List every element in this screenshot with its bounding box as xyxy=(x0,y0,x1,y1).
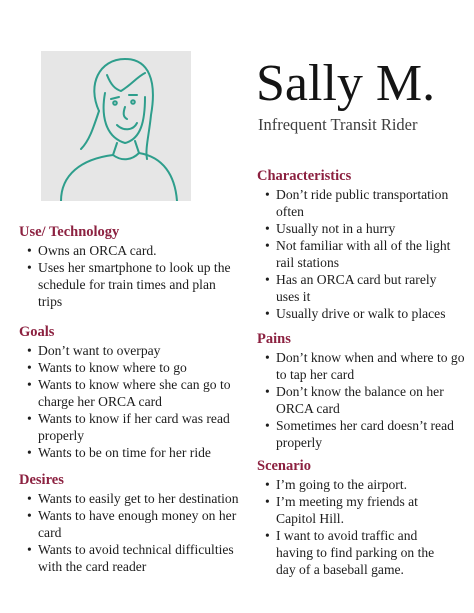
desires-section xyxy=(19,471,244,575)
section-heading: Use/ Technology xyxy=(19,224,120,240)
list-item: • Don’t know when and where to go to tap her card xyxy=(257,349,467,383)
list-item: • Don’t want to overpay xyxy=(19,342,231,359)
bullet-list xyxy=(19,490,244,575)
list-item: • I want to avoid traffic and having to find parking on the day of a baseball game. xyxy=(257,527,457,578)
section-heading: Characteristics xyxy=(257,168,352,184)
bullet-list xyxy=(257,349,467,451)
section-heading: Scenario xyxy=(257,458,311,474)
list-item: • Uses her smartphone to look up the schedule for train times and plan trips xyxy=(19,259,231,310)
bullet-list xyxy=(19,242,231,310)
list-item: • Wants to avoid technical difficulties with the card reader xyxy=(19,541,244,575)
scenario-section xyxy=(257,457,457,578)
section-heading: Goals xyxy=(19,324,55,340)
persona-name: Sally M. xyxy=(256,55,436,112)
list-item: • Not familiar with all of the light rail stations xyxy=(257,237,457,271)
characteristics-section xyxy=(257,167,457,322)
use-technology-section xyxy=(19,223,231,310)
list-item: • Wants to be on time for her ride xyxy=(19,444,231,461)
list-item: • Has an ORCA card but rarely uses it xyxy=(257,271,457,305)
list-item: • Wants to easily get to her destination xyxy=(19,490,244,507)
list-item: • Don’t know the balance on her ORCA card xyxy=(257,383,467,417)
list-item: • Wants to know where to go xyxy=(19,359,231,376)
section-heading: Pains xyxy=(257,331,291,347)
section-heading: Desires xyxy=(19,472,64,488)
persona-subtitle: Infrequent Transit Rider xyxy=(258,115,418,134)
list-item: • I’m going to the airport. xyxy=(257,476,457,493)
list-item: • Wants to have enough money on her card xyxy=(19,507,244,541)
goals-section xyxy=(19,323,231,461)
list-item: • Wants to know where she can go to charge her ORCA card xyxy=(19,376,231,410)
list-item: • I’m meeting my friends at Capitol Hill. xyxy=(257,493,457,527)
list-item: • Don’t ride public transportation often xyxy=(257,186,457,220)
bullet-list xyxy=(257,476,457,578)
bullet-list xyxy=(257,186,457,322)
list-item: • Owns an ORCA card. xyxy=(19,242,231,259)
list-item: • Sometimes her card doesn’t read properly xyxy=(257,417,467,451)
person-sketch-icon xyxy=(41,51,191,201)
pains-section xyxy=(257,330,467,451)
persona-portrait xyxy=(41,51,191,201)
bullet-list xyxy=(19,342,231,461)
list-item: • Usually drive or walk to places xyxy=(257,305,457,322)
list-item: • Usually not in a hurry xyxy=(257,220,457,237)
list-item: • Wants to know if her card was read properly xyxy=(19,410,231,444)
